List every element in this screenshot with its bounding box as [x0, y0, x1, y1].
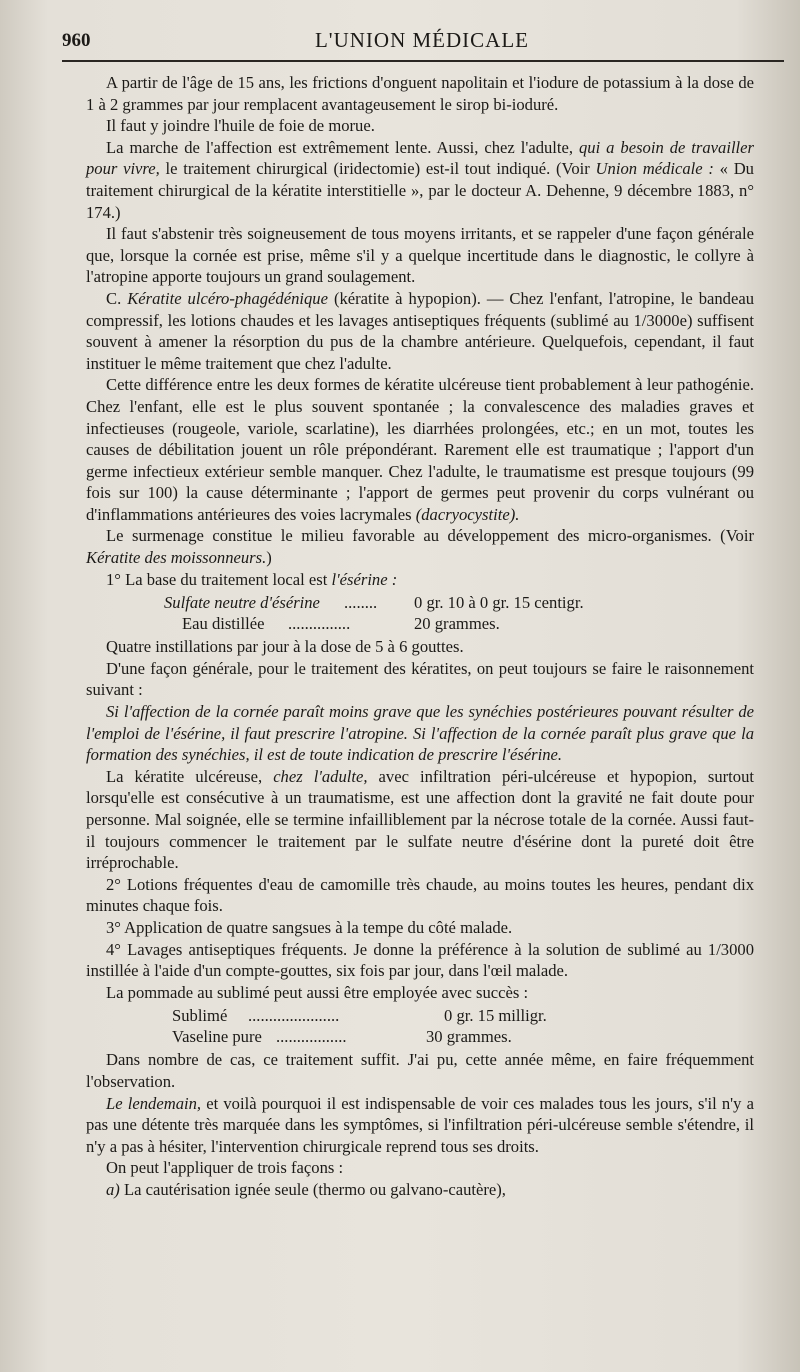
paragraph: 3° Application de quatre sangsues à la tempe du côté malade. — [106, 917, 513, 937]
running-title: L'UNION MÉDICALE — [314, 28, 529, 52]
paragraph: a) La cautérisation ignée seule (thermo ou galvano-cautère), — [106, 1179, 506, 1199]
paragraph: D'une façon générale, pour le traitement des kératites, on peut toujours se faire le raisonnement suivant : — [86, 658, 754, 700]
paragraph: 4° Lavages antiseptiques fréquents. Je donne la préférence à la solution de sublimé au 1/3000 instillée à l'aide d'un compte-gouttes, six fois par jour, dans l'œil malade. — [86, 939, 754, 981]
paragraph: La marche de l'affection est extrêmement lente. Aussi, chez l'adulte, qui a besoin de travailler pour vivre, le traitement chirurgical (iridectomie) est-il tout indiqué. (Voir Union médicale : « Du traitement chirurgical de la kératite interstitielle », par le docteur A. Dehenne, 9 décembre 1883, n° 174.) — [86, 137, 754, 222]
paragraph: Si l'affection de la cornée paraît moins grave que les synéchies postérieures pouvant résulter de l'emploi de l'ésérine, il faut prescrire l'atropine. Si l'affection de la cornée paraît plus grave que la formation des synéchies, il est de toute indication de prescrire l'ésérine. — [86, 702, 754, 765]
prescription-sublime — [172, 1005, 754, 1047]
paragraph: Il faut y joindre l'huile de foie de morue. — [106, 116, 375, 136]
page-header — [62, 26, 782, 56]
paragraph: Dans nombre de cas, ce traitement suffit. J'ai pu, cette année même, en faire fréquemment l'observation. — [86, 1050, 754, 1091]
paragraph: Il faut s'abstenir très soigneusement de tous moyens irritants, et se rappeler d'une façon générale que, lorsque la cornée est prise, même s'il y a quelque incertitude dans le diagnostic, le collyre à l'atropine apporte toujours un grand soulagement. — [86, 224, 754, 287]
paragraph: 1° La base du traitement local est l'ésérine : — [106, 569, 398, 589]
page-number: 960 — [62, 30, 91, 51]
paragraph: C. Kératite ulcéro-phagédénique (kératite à hypopion). — Chez l'enfant, l'atropine, le bandeau compressif, les lotions chaudes et les lavages antiseptiques fréquents (sublimé au 1/3000e) suffisent souvent à amener la résorption du pus de la chambre antérieure. Quelquefois, cependant, il faut instituer le même traitement que chez l'adulte. — [86, 288, 755, 373]
paragraph: A partir de l'âge de 15 ans, les frictions d'onguent napolitain et l'iodure de potassium à la dose de 1 à 2 grammes par jour remplacent avantageusement le sirop bi-ioduré. — [86, 73, 754, 114]
paragraph: Le surmenage constitue le milieu favorable au développement des micro-organismes. (Voir Kératite des moissonneurs.) — [86, 526, 754, 568]
paragraph: La kératite ulcéreuse, chez l'adulte, avec infiltration péri-ulcéreuse et hypopion, surtout lorsqu'elle est consécutive à un traumatisme, est une affection dont la gravité ne fait doute pour personne. Mal soignée, elle se termine infailliblement par la nécrose totale de la cornée. Aussi faut-il toujours commencer le traitement par le sulfate neutre d'ésérine dont la pureté doit être irréprochable. — [86, 766, 754, 873]
prescription-eserine — [164, 592, 754, 634]
paragraph: Quatre instillations par jour à la dose de 5 à 6 gouttes. — [106, 637, 464, 657]
prescription-line: Vaseline pure ................. 30 grammes. — [172, 1027, 512, 1047]
prescription-line: Sublimé ...................... 0 gr. 15 milligr. — [172, 1006, 547, 1026]
paragraph: Cette différence entre les deux formes de kératite ulcéreuse tient probablement à leur pathogénie. Chez l'enfant, elle est le plus souvent spontanée ; la convalescence des maladies graves et infectieuses (rougeole, variole, scarlatine), les diarrhées prolongées, etc.; en un mot, toutes les causes de débilitation jouent un rôle prépondérant. Rarement elle est traumatique ; l'apport d'un germe infectieux extérieur semble manquer. Chez l'adulte, le traumatisme est presque toujours (99 fois sur 100) la cause déterminante ; l'apport de germes peut provenir du corps vulnérant ou d'inflammations antérieures des voies lacrymales (dacryocystite). — [86, 375, 754, 524]
article-body — [86, 72, 754, 1201]
paragraph: 2° Lotions fréquentes d'eau de camomille très chaude, au moins toutes les heures, pendant dix minutes chaque fois. — [86, 874, 754, 916]
paragraph: La pommade au sublimé peut aussi être employée avec succès : — [106, 982, 529, 1002]
paragraph: On peut l'appliquer de trois façons : — [106, 1158, 344, 1178]
prescription-line: Eau distillée ............... 20 grammes. — [182, 614, 500, 634]
prescription-line: Sulfate neutre d'ésérine ........ 0 gr. 10 à 0 gr. 15 centigr. — [164, 593, 584, 613]
header-rule — [62, 60, 784, 62]
paragraph: Le lendemain, et voilà pourquoi il est indispensable de voir ces malades tous les jours, s'il n'y a pas une détente très marquée dans les symptômes, si l'infiltration péri-ulcéreuse semble s'étendre, il n'y a pas à hésiter, l'intervention chirurgicale reprend tous ses droits. — [86, 1093, 754, 1156]
